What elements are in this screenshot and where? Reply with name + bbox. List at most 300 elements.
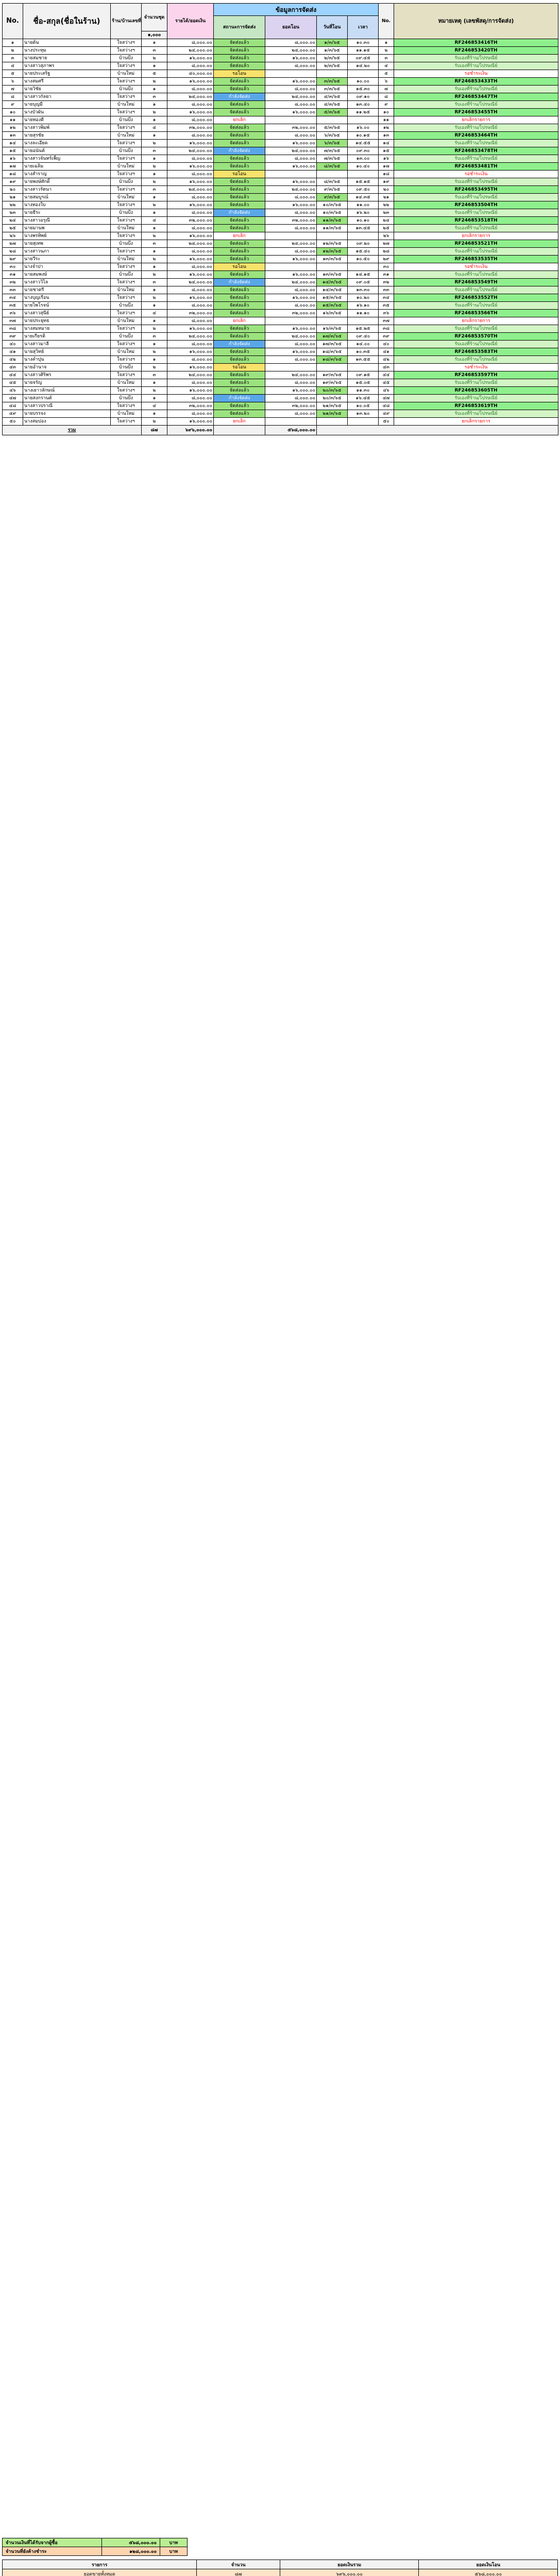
row-address: ใจสว่างฯ: [111, 39, 142, 47]
row-number: ๒๙: [3, 256, 23, 263]
row-address: ใจสว่างฯ: [111, 109, 142, 116]
row-number: ๔๔: [3, 371, 23, 379]
row-amount: ๘,๐๐๐.๐๐: [265, 132, 317, 140]
row-name: นายประเสริฐ: [23, 70, 111, 78]
row-number-2: ๔๐: [379, 341, 394, 348]
table-row: [3, 263, 558, 271]
row-time: ๐๙.๓๐: [348, 147, 379, 155]
row-number: ๒๗: [3, 240, 23, 248]
row-qty: ๒: [142, 163, 167, 171]
row-payment: ๒๔,๐๐๐.๐๐: [167, 371, 214, 379]
row-status: จัดส่งแล้ว: [214, 55, 265, 62]
row-amount: ๘,๐๐๐.๐๐: [265, 86, 317, 93]
overall-row-sales: [3, 2569, 558, 2576]
order-ledger-sheet: [2, 3, 558, 435]
row-qty: ๒: [142, 140, 167, 147]
row-number-2: ๔๙: [379, 410, 394, 418]
row-amount: ๑๖,๐๐๐.๐๐: [265, 387, 317, 395]
row-name: นายสุรชัย: [23, 132, 111, 140]
table-row: [3, 333, 558, 341]
row-name: นายวิชัย: [23, 86, 111, 93]
row-number: ๒๑: [3, 194, 23, 201]
row-address: บ้านบึง: [111, 209, 142, 217]
row-payment: ๘,๐๐๐.๐๐: [167, 248, 214, 256]
row-amount: ๓๒,๐๐๐.๐๐: [265, 310, 317, 317]
row-status: จัดส่งแล้ว: [214, 356, 265, 364]
row-note: RF246853433TH: [394, 78, 558, 86]
row-status: จัดส่งแล้ว: [214, 124, 265, 132]
table-row: [3, 364, 558, 371]
row-address: ใจสว่างฯ: [111, 201, 142, 209]
payment-summary: [2, 2538, 188, 2556]
row-note: ยกเลิกรายการ: [394, 116, 558, 124]
row-name: นางละเอียด: [23, 140, 111, 147]
row-date: ๑๘/๓/๖๕: [317, 348, 348, 356]
table-row: [3, 395, 558, 402]
row-payment: ๘,๐๐๐.๐๐: [167, 194, 214, 201]
row-number: ๖: [3, 78, 23, 86]
row-name: นายสมพงษ์: [23, 271, 111, 279]
row-number-2: ๕: [379, 70, 394, 78]
row-date: [317, 418, 348, 426]
table-row: [3, 171, 558, 178]
row-status: กำลังจัดส่ง: [214, 279, 265, 286]
row-time: ๑๑.๓๐: [348, 387, 379, 395]
row-address: บ้านบึง: [111, 178, 142, 186]
row-amount: ๘,๐๐๐.๐๐: [265, 248, 317, 256]
row-number: ๑๘: [3, 171, 23, 178]
table-row: [3, 209, 558, 217]
row-number-2: ๒๙: [379, 256, 394, 263]
row-amount: ๘,๐๐๐.๐๐: [265, 101, 317, 109]
row-qty: ๑: [142, 62, 167, 70]
row-qty: ๓: [142, 93, 167, 101]
row-number-2: ๒๗: [379, 240, 394, 248]
row-payment: ๒๔,๐๐๐.๐๐: [167, 93, 214, 101]
row-time: ๑๐.๓๐: [348, 39, 379, 47]
row-payment: ๘,๐๐๐.๐๐: [167, 379, 214, 387]
row-date: ๔/๓/๖๕: [317, 93, 348, 101]
row-number: ๔๕: [3, 379, 23, 387]
row-status: รอโอน: [214, 70, 265, 78]
row-time: [348, 418, 379, 426]
row-payment: ๘,๐๐๐.๐๐: [167, 155, 214, 163]
row-status: จัดส่งแล้ว: [214, 410, 265, 418]
row-payment: ๘,๐๐๐.๐๐: [167, 341, 214, 348]
summary-received-row: [3, 2538, 188, 2547]
row-note: รับเองที่ร้าน/ไปรษณีย์: [394, 140, 558, 147]
row-number: ๗: [3, 86, 23, 93]
table-header: [3, 4, 558, 39]
row-name: นายสมชาย: [23, 55, 111, 62]
total-pay: ๖๙๖,๐๐๐.๐๐: [167, 426, 214, 435]
row-number-2: ๗: [379, 86, 394, 93]
row-name: นางสมปอง: [23, 418, 111, 426]
row-payment: ๑๖,๐๐๐.๐๐: [167, 256, 214, 263]
row-address: บ้านบึง: [111, 302, 142, 310]
row-note: RF246853583TH: [394, 348, 558, 356]
row-address: ใจสว่างฯ: [111, 47, 142, 55]
row-payment: ๑๖,๐๐๐.๐๐: [167, 55, 214, 62]
row-number-2: ๑๒: [379, 124, 394, 132]
row-status: จัดส่งแล้ว: [214, 348, 265, 356]
row-number-2: ๑: [379, 39, 394, 47]
row-date: ๑๗/๓/๖๕: [317, 333, 348, 341]
row-name: นางสมศรี: [23, 78, 111, 86]
row-name: นายชาตรี: [23, 286, 111, 294]
row-date: ๑๗/๓/๖๕: [317, 341, 348, 348]
header-status: สถานะการจัดส่ง: [214, 16, 265, 39]
row-number-2: ๓๑: [379, 271, 394, 279]
row-number-2: ๑๗: [379, 163, 394, 171]
row-time: ๑๐.๑๕: [348, 132, 379, 140]
row-name: นางสมหมาย: [23, 325, 111, 333]
row-note: RF246853552TH: [394, 294, 558, 302]
row-amount: ๒๔,๐๐๐.๐๐: [265, 186, 317, 194]
row-note: RF246853416TH: [394, 39, 558, 47]
row-time: [348, 70, 379, 78]
row-name: นายธีระ: [23, 209, 111, 217]
row-time: ๑๓.๒๐: [348, 410, 379, 418]
row-payment: ๘,๐๐๐.๐๐: [167, 263, 214, 271]
row-qty: ๕: [142, 70, 167, 78]
table-row: [3, 93, 558, 101]
row-payment: ๘,๐๐๐.๐๐: [167, 39, 214, 47]
row-date: [317, 364, 348, 371]
row-address: ใจสว่างฯ: [111, 155, 142, 163]
row-date: [317, 317, 348, 325]
row-payment: ๘,๐๐๐.๐๐: [167, 209, 214, 217]
row-address: บ้านใหม่: [111, 286, 142, 294]
table-row: [3, 325, 558, 333]
row-qty: ๓: [142, 147, 167, 155]
row-number: ๑๕: [3, 147, 23, 155]
row-number-2: ๓๕: [379, 302, 394, 310]
row-number: ๓๒: [3, 279, 23, 286]
row-payment: ๑๖,๐๐๐.๐๐: [167, 163, 214, 171]
row-number: ๒๕: [3, 225, 23, 232]
row-note: รับเองที่ร้าน/ไปรษณีย์: [394, 379, 558, 387]
row-note: รับเองที่ร้าน/ไปรษณีย์: [394, 341, 558, 348]
row-time: ๑๕.๑๕: [348, 178, 379, 186]
table-row: [3, 371, 558, 379]
row-address: ใจสว่างฯ: [111, 62, 142, 70]
row-amount: [265, 317, 317, 325]
total-qty: ๘๗: [142, 426, 167, 435]
row-date: ๑๔/๓/๖๕: [317, 279, 348, 286]
row-date: ๒๐/๓/๖๕: [317, 395, 348, 402]
row-number: ๒๖: [3, 232, 23, 240]
row-time: ๑๓.๐๐: [348, 155, 379, 163]
row-qty: ๒: [142, 78, 167, 86]
row-amount: ๒๔,๐๐๐.๐๐: [265, 371, 317, 379]
table-row: [3, 317, 558, 325]
summary-outstanding-row: [3, 2547, 188, 2556]
row-status: จัดส่งแล้ว: [214, 371, 265, 379]
row-number: ๕๐: [3, 418, 23, 426]
row-time: ๑๐.๒๐: [348, 294, 379, 302]
row-amount: ๘,๐๐๐.๐๐: [265, 356, 317, 364]
row-status: ยกเลิก: [214, 317, 265, 325]
row-address: ใจสว่างฯ: [111, 325, 142, 333]
row-note: RF246853464TH: [394, 132, 558, 140]
row-date: ๑๖/๓/๖๕: [317, 325, 348, 333]
row-status: จัดส่งแล้ว: [214, 387, 265, 395]
row-name: นายสุเทพ: [23, 240, 111, 248]
row-date: ๒๐/๓/๖๕: [317, 387, 348, 395]
row-name: นางสาวกัลยา: [23, 93, 111, 101]
row-time: ๐๙.๔๕: [348, 55, 379, 62]
row-time: [348, 263, 379, 271]
row-note: รับเองที่ร้าน/ไปรษณีย์: [394, 62, 558, 70]
row-amount: ๑๖,๐๐๐.๐๐: [265, 109, 317, 116]
row-status: จัดส่งแล้ว: [214, 217, 265, 225]
table-row: [3, 78, 558, 86]
table-row: [3, 201, 558, 209]
row-address: ใจสว่างฯ: [111, 78, 142, 86]
row-qty: ๑: [142, 171, 167, 178]
row-name: นางสาวนภา: [23, 248, 111, 256]
row-name: นางสาวมาลี: [23, 341, 111, 348]
row-address: บ้านใหม่: [111, 225, 142, 232]
row-number: ๑๑: [3, 116, 23, 124]
summary-outstanding-label: จำนวนที่ยังค้างชำระ: [3, 2547, 102, 2556]
row-amount: ๒๔,๐๐๐.๐๐: [265, 47, 317, 55]
row-number-2: ๑๕: [379, 147, 394, 155]
summary-received-label: จำนวนเงินที่ได้รับจากผู้ซื้อ: [3, 2538, 102, 2547]
row-address: ใจสว่างฯ: [111, 418, 142, 426]
header-no2: No.: [379, 4, 394, 39]
row-name: นางพรทิพย์: [23, 232, 111, 240]
row-address: บ้านใหม่: [111, 70, 142, 78]
row-note: RF246853597TH: [394, 371, 558, 379]
row-date: [317, 263, 348, 271]
row-address: ใจสว่างฯ: [111, 124, 142, 132]
row-qty: ๑: [142, 286, 167, 294]
row-qty: ๓: [142, 240, 167, 248]
row-number: ๑: [3, 39, 23, 47]
row-number-2: ๓๒: [379, 279, 394, 286]
table-row: [3, 70, 558, 78]
row-time: ๑๖.๐๐: [348, 124, 379, 132]
row-number: ๓: [3, 55, 23, 62]
row-time: ๑๐.๓๕: [348, 348, 379, 356]
row-status: จัดส่งแล้ว: [214, 109, 265, 116]
row-note: รอชำระเงิน: [394, 70, 558, 78]
row-qty: ๑: [142, 155, 167, 163]
table-row: [3, 194, 558, 201]
row-payment: ๑๖,๐๐๐.๐๐: [167, 364, 214, 371]
row-number: ๓๓: [3, 286, 23, 294]
row-status: กำลังจัดส่ง: [214, 341, 265, 348]
row-time: ๐๙.๔๐: [348, 333, 379, 341]
row-name: นางทองใบ: [23, 201, 111, 209]
row-number-2: ๔: [379, 62, 394, 70]
header-time: เวลา: [348, 16, 379, 39]
row-payment: ๘,๐๐๐.๐๐: [167, 286, 214, 294]
row-note: รับเองที่ร้าน/ไปรษณีย์: [394, 194, 558, 201]
row-number-2: ๓๔: [379, 294, 394, 302]
row-date: ๘/๓/๖๕: [317, 163, 348, 171]
row-number-2: ๒๔: [379, 217, 394, 225]
table-row: [3, 86, 558, 93]
row-amount: ๓๒,๐๐๐.๐๐: [265, 124, 317, 132]
row-note: RF246853518TH: [394, 217, 558, 225]
row-qty: ๑: [142, 302, 167, 310]
row-qty: ๔: [142, 217, 167, 225]
row-amount: ๒๔,๐๐๐.๐๐: [265, 240, 317, 248]
table-row: [3, 286, 558, 294]
row-qty: ๑: [142, 356, 167, 364]
summary-outstanding-unit: บาท: [160, 2547, 188, 2556]
row-status: รอโอน: [214, 263, 265, 271]
row-address: ใจสว่างฯ: [111, 294, 142, 302]
row-qty: ๓: [142, 371, 167, 379]
row-amount: ๑๖,๐๐๐.๐๐: [265, 140, 317, 147]
row-number-2: ๑๑: [379, 116, 394, 124]
row-name: นางสาวสุนีย์: [23, 310, 111, 317]
row-qty: ๔: [142, 402, 167, 410]
row-payment: ๔๐,๐๐๐.๐๐: [167, 70, 214, 78]
row-date: ๑๙/๓/๖๕: [317, 371, 348, 379]
row-name: นางคำปุน: [23, 356, 111, 364]
row-number: ๔๙: [3, 410, 23, 418]
row-address: บ้านบึง: [111, 395, 142, 402]
row-address: ใจสว่างฯ: [111, 310, 142, 317]
row-note: RF246853455TH: [394, 109, 558, 116]
row-payment: ๑๖,๐๐๐.๐๐: [167, 232, 214, 240]
row-number-2: ๔๘: [379, 402, 394, 410]
total-empty: [317, 426, 558, 435]
table-row: [3, 39, 558, 47]
row-number: ๓๐: [3, 263, 23, 271]
row-name: นางสาวพิมพ์: [23, 124, 111, 132]
row-payment: ๑๖,๐๐๐.๐๐: [167, 140, 214, 147]
row-name: นางสาววิไล: [23, 279, 111, 286]
row-number: ๑๔: [3, 140, 23, 147]
row-qty: ๓: [142, 186, 167, 194]
row-qty: ๓: [142, 279, 167, 286]
row-status: จัดส่งแล้ว: [214, 325, 265, 333]
row-name: นางสาวศิริพร: [23, 371, 111, 379]
row-address: ใจสว่างฯ: [111, 217, 142, 225]
row-note: รอชำระเงิน: [394, 364, 558, 371]
row-amount: ๓๒,๐๐๐.๐๐: [265, 402, 317, 410]
row-number-2: ๑๘: [379, 171, 394, 178]
row-amount: ๓๒,๐๐๐.๐๐: [265, 217, 317, 225]
row-qty: ๑: [142, 379, 167, 387]
order-table: [2, 3, 558, 435]
row-qty: ๑: [142, 225, 167, 232]
row-status: จัดส่งแล้ว: [214, 163, 265, 171]
row-payment: ๑๖,๐๐๐.๐๐: [167, 78, 214, 86]
row-number-2: ๒: [379, 47, 394, 55]
row-payment: ๑๖,๐๐๐.๐๐: [167, 418, 214, 426]
row-payment: ๘,๐๐๐.๐๐: [167, 62, 214, 70]
row-qty: ๑: [142, 248, 167, 256]
table-row: [3, 109, 558, 116]
row-status: จัดส่งแล้ว: [214, 101, 265, 109]
row-qty: ๒: [142, 348, 167, 356]
row-payment: ๓๒,๐๐๐.๐๐: [167, 310, 214, 317]
row-qty: ๑: [142, 341, 167, 348]
row-note: รับเองที่ร้าน/ไปรษณีย์: [394, 124, 558, 132]
row-number-2: ๔๗: [379, 395, 394, 402]
row-status: จัดส่งแล้ว: [214, 201, 265, 209]
row-time: [348, 116, 379, 124]
row-qty: ๑: [142, 263, 167, 271]
row-date: ๑๕/๓/๖๕: [317, 294, 348, 302]
row-note: รอชำระเงิน: [394, 263, 558, 271]
row-status: รอโอน: [214, 364, 265, 371]
row-note: รับเองที่ร้าน/ไปรษณีย์: [394, 101, 558, 109]
row-payment: ๑๖,๐๐๐.๐๐: [167, 387, 214, 395]
row-time: ๑๐.๐๕: [348, 402, 379, 410]
table-row: [3, 163, 558, 171]
header-amount: ยอดโอน: [265, 16, 317, 39]
row-date: ๑๕/๓/๖๕: [317, 302, 348, 310]
row-time: ๐๙.๕๐: [348, 186, 379, 194]
row-amount: ๑๖,๐๐๐.๐๐: [265, 325, 317, 333]
table-row: [3, 55, 558, 62]
table-row: [3, 232, 558, 240]
overall-summary-header: [3, 2560, 558, 2569]
row-payment: ๒๔,๐๐๐.๐๐: [167, 47, 214, 55]
row-note: ยกเลิกรายการ: [394, 418, 558, 426]
row-amount: ๘,๐๐๐.๐๐: [265, 62, 317, 70]
row-note: รับเองที่ร้าน/ไปรษณีย์: [394, 356, 558, 364]
row-qty: ๒: [142, 387, 167, 395]
row-qty: ๒: [142, 232, 167, 240]
row-amount: [265, 171, 317, 178]
row-time: ๐๙.๑๕: [348, 371, 379, 379]
row-qty: ๑: [142, 410, 167, 418]
row-amount: ๑๖,๐๐๐.๐๐: [265, 163, 317, 171]
row-date: ๕/๓/๖๕: [317, 109, 348, 116]
row-name: นายบุญมี: [23, 101, 111, 109]
row-number-2: ๒๘: [379, 248, 394, 256]
row-time: ๐๙.๐๕: [348, 279, 379, 286]
row-number: ๒๓: [3, 209, 23, 217]
row-amount: ๘,๐๐๐.๐๐: [265, 194, 317, 201]
row-status: กำลังจัดส่ง: [214, 395, 265, 402]
row-name: นายไพโรจน์: [23, 302, 111, 310]
row-name: นางสาวรัตนา: [23, 186, 111, 194]
row-date: ๕/๓/๖๕: [317, 124, 348, 132]
row-number: ๓๙: [3, 333, 23, 341]
row-note: รับเองที่ร้าน/ไปรษณีย์: [394, 286, 558, 294]
row-status: จัดส่งแล้ว: [214, 310, 265, 317]
row-note: RF246853521TH: [394, 240, 558, 248]
row-time: [348, 171, 379, 178]
row-date: ๖/๓/๖๕: [317, 132, 348, 140]
row-number-2: ๙: [379, 101, 394, 109]
row-status: จัดส่งแล้ว: [214, 155, 265, 163]
row-qty: ๒: [142, 178, 167, 186]
row-number-2: ๒๕: [379, 225, 394, 232]
row-amount: ๑๖,๐๐๐.๐๐: [265, 178, 317, 186]
row-address: บ้านใหม่: [111, 163, 142, 171]
row-name: นางบัวผัน: [23, 109, 111, 116]
table-row: [3, 410, 558, 418]
row-name: นายสมบูรณ์: [23, 194, 111, 201]
row-address: บ้านบึง: [111, 147, 142, 155]
row-address: บ้านบึง: [111, 86, 142, 93]
row-payment: ๑๖,๐๐๐.๐๐: [167, 201, 214, 209]
row-date: ๘/๓/๖๕: [317, 178, 348, 186]
row-status: จัดส่งแล้ว: [214, 248, 265, 256]
row-note: RF246853495TH: [394, 186, 558, 194]
